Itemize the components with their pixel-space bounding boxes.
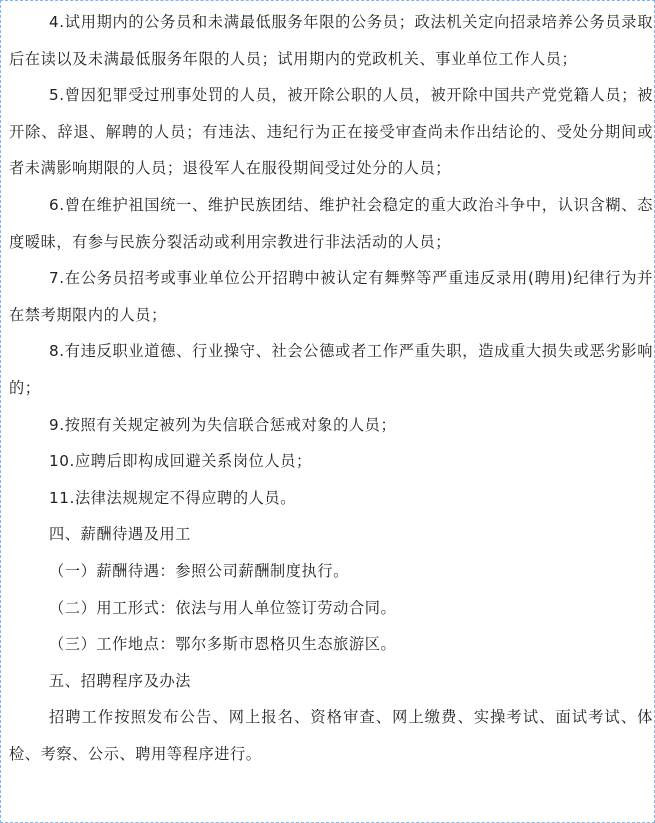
paragraph-employment-form: （二）用工形式：依法与用人单位签订劳动合同。 xyxy=(49,598,397,617)
paragraph-item-11: 11.法律法规规定不得应聘的人员。 xyxy=(49,488,296,507)
section-heading-compensation: 四、薪酬待遇及用工 xyxy=(49,525,192,544)
paragraph-item-6: 6.曾在维护祖国统一、维护民族团结、维护社会稳定的重大政治斗争中，认识含糊、态度暧昧，有参与民族分裂活动或利用宗教进行非法活动的人员； xyxy=(9,195,653,251)
paragraph-item-8: 8.有违反职业道德、行业操守、社会公德或者工作严重失职，造成重大损失或恶劣影响的； xyxy=(9,342,653,397)
paragraph-item-7: 7.在公务员招考或事业单位公开招聘中被认定有舞弊等严重违反录用(聘用)纪律行为并在禁考期限内的人员； xyxy=(9,269,653,324)
section-heading-procedure: 五、招聘程序及办法 xyxy=(49,671,192,690)
paragraph-item-9: 9.按照有关规定被列为失信联合惩戒对象的人员； xyxy=(49,415,397,434)
document-body xyxy=(9,1,653,772)
paragraph-item-10: 10.应聘后即构成回避关系岗位人员； xyxy=(49,452,312,471)
paragraph-salary: （一）薪酬待遇：参照公司薪酬制度执行。 xyxy=(49,561,349,580)
paragraph-item-5: 5.曾因犯罪受过刑事处罚的人员，被开除公职的人员，被开除中国共产党党籍人员；被开除、辞退、解聘的人员；有违法、违纪行为正在接受审查尚未作出结论的、受处分期间或者未满影响期限的人员；退役军人在服役期间受过处分的人员； xyxy=(9,86,653,178)
paragraph-item-4: 4.试用期内的公务员和未满最低服务年限的公务员；政法机关定向招录培养公务员录取后在读以及未满最低服务年限的人员；试用期内的党政机关、事业单位工作人员； xyxy=(9,13,653,68)
paragraph-procedure: 招聘工作按照发布公告、网上报名、资格审查、网上缴费、实操考试、面试考试、体检、考察、公示、聘用等程序进行。 xyxy=(9,708,653,763)
paragraph-work-location: （三）工作地点：鄂尔多斯市恩格贝生态旅游区。 xyxy=(49,635,397,654)
